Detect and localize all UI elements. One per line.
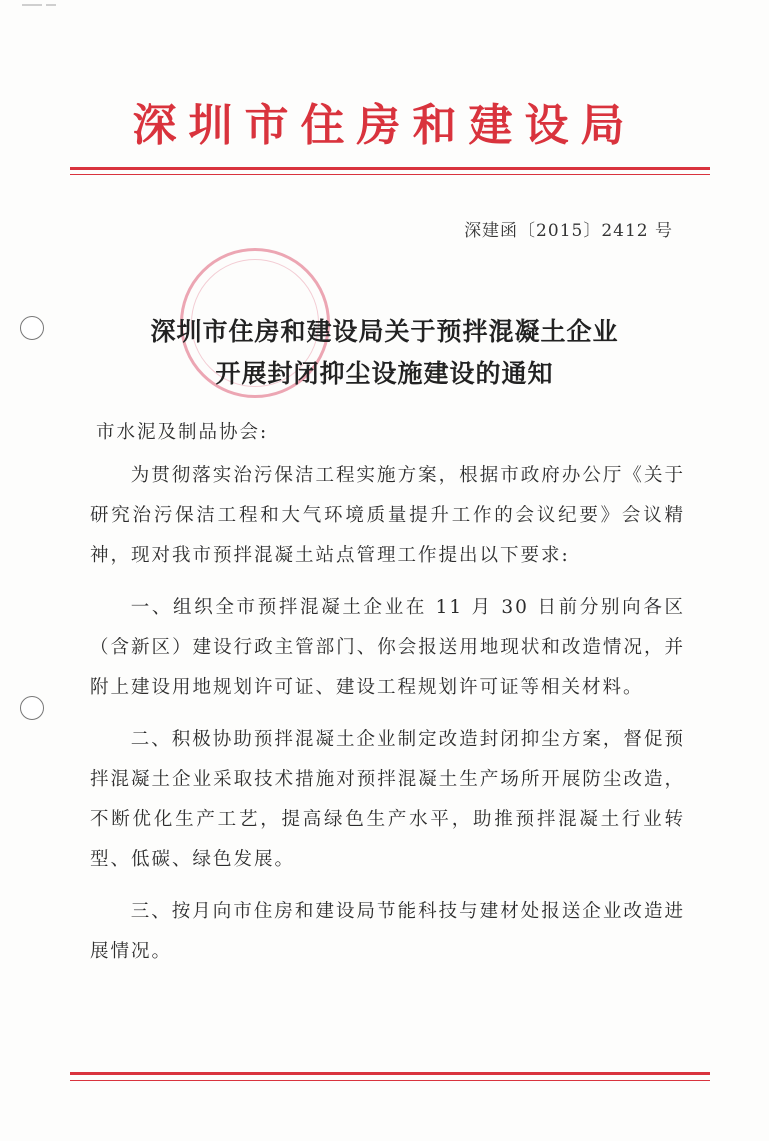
document-number: 深建函〔2015〕2412 号 <box>464 221 673 241</box>
body-paragraph-item-3: 三、按月向市住房和建设局节能科技与建材处报送企业改造进展情况。 <box>90 901 685 962</box>
document-body <box>90 456 685 984</box>
footer-rule-thick <box>70 1072 710 1075</box>
footer-rule-thin <box>70 1080 710 1081</box>
body-paragraph-intro: 为贯彻落实治污保洁工程实施方案，根据市政府办公厅《关于研究治污保洁工程和大气环境质量提升工作的会议纪要》会议精神，现对我市预拌混凝土站点管理工作提出以下要求: <box>90 465 685 566</box>
letterhead-agency-name: 深圳市住房和建设局 <box>132 100 637 151</box>
letterhead-rule-thin <box>70 174 710 175</box>
scan-artifact <box>46 4 56 6</box>
scan-artifact <box>22 4 42 6</box>
binder-punch-hole <box>20 696 44 720</box>
addressee: 市水泥及制品协会: <box>96 422 269 443</box>
letterhead-rule-thick <box>70 167 710 170</box>
document-title-line-1: 深圳市住房和建设局关于预拌混凝土企业 <box>150 317 619 346</box>
binder-punch-hole <box>20 316 44 340</box>
body-paragraph-item-2: 二、积极协助预拌混凝土企业制定改造封闭抑尘方案，督促预拌混凝土企业采取技术措施对预拌混凝土生产场所开展防尘改造，不断优化生产工艺，提高绿色生产水平，助推预拌混凝土行业转型、低碳、绿色发展。 <box>90 729 685 870</box>
document-title-line-2: 开展封闭抑尘设施建设的通知 <box>215 359 554 388</box>
body-paragraph-item-1: 一、组织全市预拌混凝土企业在 11 月 30 日前分别向各区（含新区）建设行政主管部门、你会报送用地现状和改造情况，并附上建设用地规划许可证、建设工程规划许可证等相关材料。 <box>90 597 685 698</box>
